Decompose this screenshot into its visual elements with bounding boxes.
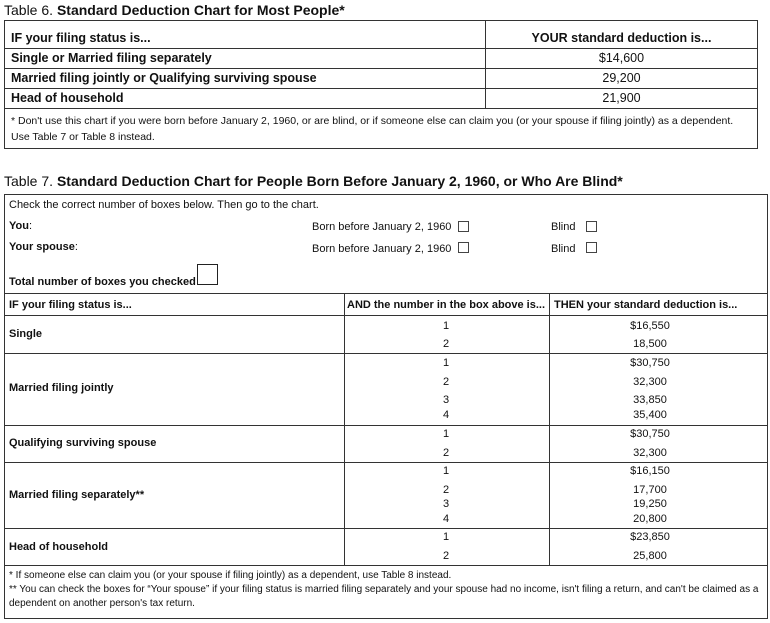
footnote-1: * If someone else can claim you (or your spouse if filing jointly) as a dependent, use Table 8 instead. (9, 570, 452, 581)
deduction-amount: 32,300 (633, 447, 667, 459)
box-number: 1 (442, 531, 450, 543)
box-number: 4 (442, 513, 450, 525)
header-bottom-rule (5, 315, 767, 316)
box-number: 2 (442, 338, 450, 350)
deduction-amount: $30,750 (630, 357, 670, 369)
table6-row-status: Married filing jointly or Qualifying surviving spouse (11, 71, 317, 85)
you-label: You: (9, 220, 33, 232)
table6 (4, 20, 758, 149)
table7-title (4, 173, 623, 189)
header-top-rule (5, 293, 767, 294)
header-status: IF your filing status is... (9, 299, 132, 311)
table6-row (5, 48, 757, 69)
box-number: 2 (442, 376, 450, 388)
deduction-amount: 25,800 (633, 550, 667, 562)
box-number: 2 (442, 447, 450, 459)
you-blind-label: Blind (551, 221, 576, 233)
spouse-born-before-label: Born before January 2, 1960 (312, 243, 452, 255)
table6-heading: Standard Deduction Chart for Most People* (56, 2, 345, 18)
header-number: AND the number in the box above is... (347, 299, 546, 311)
header-deduction: THEN your standard deduction is... (554, 299, 738, 311)
status-married-jointly: Married filing jointly (9, 382, 114, 394)
footnote-2-line2: dependent on another person's tax return. (9, 598, 195, 609)
status-head-of-household: Head of household (9, 541, 108, 553)
group-rule (5, 565, 767, 566)
total-boxes-label: Total number of boxes you checked (9, 276, 196, 288)
table7-heading: Standard Deduction Chart for People Born Before January 2, 1960, or Who Are Blind* (56, 173, 623, 189)
deduction-amount: 19,250 (633, 498, 667, 510)
spouse-born-before-checkbox[interactable] (458, 242, 469, 253)
table7-prefix: Table 7. (4, 173, 54, 189)
you-blind-checkbox[interactable] (586, 221, 597, 232)
table6-prefix: Table 6. (4, 2, 54, 18)
box-number: 1 (442, 428, 450, 440)
group-rule (5, 462, 767, 463)
table7-instruction: Check the correct number of boxes below. Then go to the chart. (9, 199, 319, 211)
table6-note-line2: Use Table 7 or Table 8 instead. (11, 131, 155, 143)
status-single: Single (9, 328, 43, 340)
table6-row (5, 88, 757, 109)
footnote-2-line1: ** You can check the boxes for “Your spouse” if your filing status is married filing separately and your spouse had no income, isn't filing a return, and can't be claimed as a (9, 584, 759, 595)
table6-header-row (5, 28, 757, 49)
table6-row-amount: $14,600 (598, 51, 645, 65)
deduction-amount: $16,550 (630, 320, 670, 332)
table6-row (5, 68, 757, 89)
you-born-before-checkbox[interactable] (458, 221, 469, 232)
spouse-label: Your spouse: (9, 241, 78, 253)
table6-header-deduction: YOUR standard deduction is... (531, 31, 712, 45)
table6-row-status: Head of household (11, 91, 124, 105)
box-number: 3 (442, 498, 450, 510)
deduction-amount: 18,500 (633, 338, 667, 350)
table7 (4, 194, 768, 619)
group-rule (5, 528, 767, 529)
group-rule (5, 353, 767, 354)
box-number: 4 (442, 409, 450, 421)
deduction-amount: 32,300 (633, 376, 667, 388)
box-number: 2 (442, 484, 450, 496)
box-number: 2 (442, 550, 450, 562)
spouse-blind-label: Blind (551, 243, 576, 255)
status-married-separately: Married filing separately** (9, 489, 145, 501)
deduction-amount: $23,850 (630, 531, 670, 543)
box-number: 3 (442, 394, 450, 406)
box-number: 1 (442, 465, 450, 477)
table6-row-amount: 29,200 (602, 71, 641, 85)
total-boxes-input[interactable] (197, 264, 218, 285)
spouse-blind-checkbox[interactable] (586, 242, 597, 253)
table6-note-line1: * Don't use this chart if you were born before January 2, 1960, or are blind, or if someone else can claim you (or your spouse if filing jointly) as a dependent. (11, 115, 734, 127)
deduction-amount: $16,150 (630, 465, 670, 477)
deduction-amount: 35,400 (633, 409, 667, 421)
table6-header-status: IF your filing status is... (11, 31, 151, 45)
table6-row-amount: 21,900 (602, 91, 641, 105)
deduction-amount: 33,850 (633, 394, 667, 406)
deduction-amount: 20,800 (633, 513, 667, 525)
deduction-amount: 17,700 (633, 484, 667, 496)
table6-note (11, 113, 751, 145)
status-qualifying-spouse: Qualifying surviving spouse (9, 437, 157, 449)
table6-title (4, 2, 345, 18)
table6-row-status: Single or Married filing separately (11, 51, 212, 65)
deduction-amount: $30,750 (630, 428, 670, 440)
group-rule (5, 425, 767, 426)
box-number: 1 (442, 320, 450, 332)
you-born-before-label: Born before January 2, 1960 (312, 221, 452, 233)
box-number: 1 (442, 357, 450, 369)
